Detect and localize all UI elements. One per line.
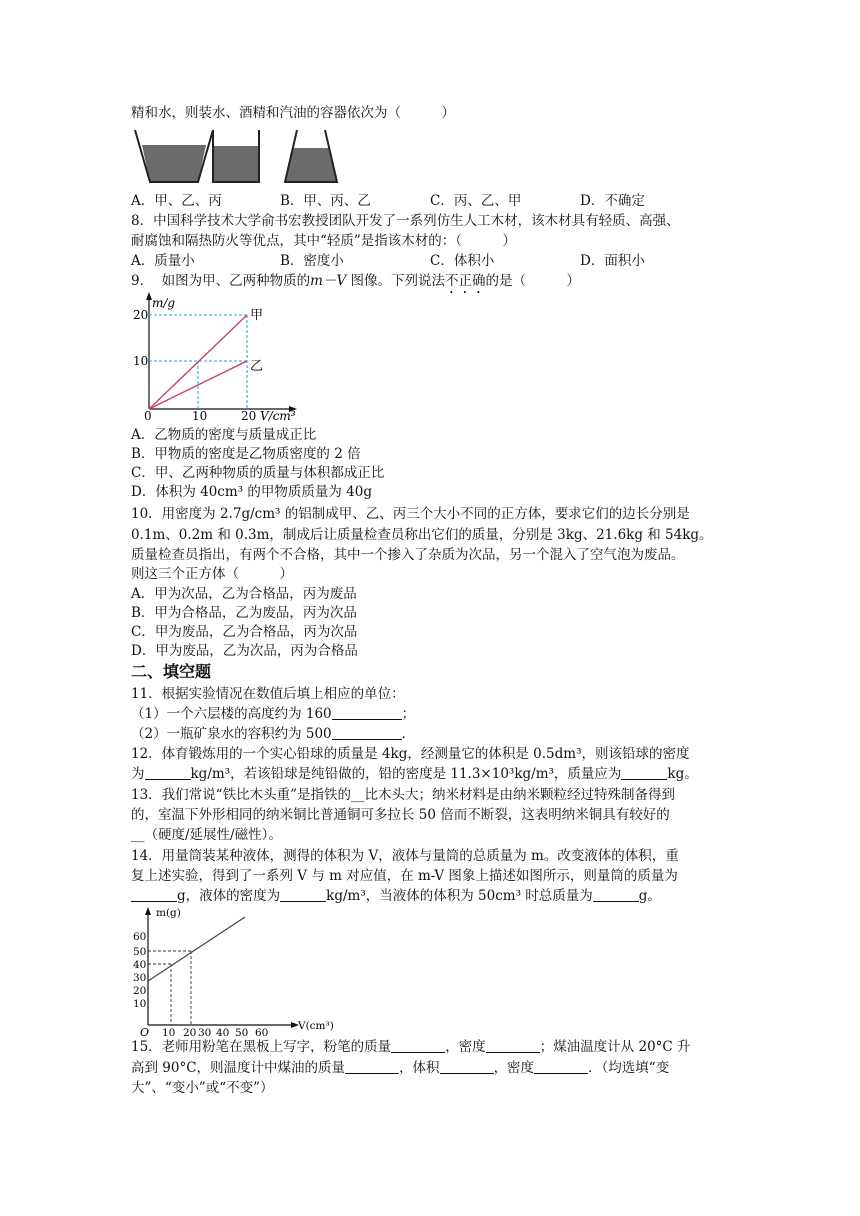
q7-option-c: C．丙、乙、甲 <box>430 193 522 209</box>
q9-label-yi: 乙 <box>250 359 264 374</box>
q13-line2: 的，室温下外形相同的纳米铜比普通铜可多拉长 50 倍而不断裂，这表明纳米铜具有较好的 <box>131 807 670 823</box>
blank <box>332 725 402 740</box>
q14-xtick-30: 30 <box>198 1027 212 1037</box>
q10-option-a: A．甲为次品，乙为合格品，丙为废品 <box>131 586 357 602</box>
q7-option-d: D．不确定 <box>580 193 645 209</box>
q9-origin: 0 <box>144 409 152 422</box>
blank <box>131 887 177 902</box>
q14-xtick-10: 10 <box>162 1027 176 1037</box>
q14-ytick-40: 40 <box>133 959 147 971</box>
q14-line2: 复上述实验，得到了一系列 V 与 m 对应值，在 m-V 图象上描述如图所示，则量筒的质量为 <box>131 868 678 884</box>
blank <box>534 1059 588 1074</box>
q12-line1: 12．体育锻炼用的一个实心铅球的质量是 4kg，经测量它的体积是 0.5dm³，则该铅球的密度 <box>131 746 690 762</box>
q15-line3: 大”、“变小”或“不变”） <box>131 1080 274 1096</box>
q14-xtick-50: 50 <box>235 1027 249 1037</box>
q11-sub1: （1）一个六层楼的高度约为 160 ； <box>131 706 416 722</box>
q14-xtick-20: 20 <box>183 1027 197 1037</box>
q14-ylabel: m(g) <box>156 907 181 919</box>
q7-stem: 精和水，则装水、酒精和汽油的容器依次为（ ） <box>131 105 455 121</box>
q14-line1: 14．用量筒装某种液体，测得的体积为 V，液体与量筒的总质量为 m。改变液体的体积，重 <box>131 848 679 864</box>
q13-line1: 13．我们常说“铁比木头重”是指铁的__比木头大；纳米材料是由纳米颗粒经过特殊制备得到 <box>131 787 675 803</box>
q9-mv-graph <box>131 292 311 422</box>
q8-line2: 耐腐蚀和隔热防火等优点，其中“轻质”是指该木材的：（ ） <box>131 233 517 249</box>
q14-ytick-60: 60 <box>133 931 147 943</box>
blank <box>486 1038 540 1053</box>
container-yi <box>213 130 259 182</box>
q14-xtick-40: 40 <box>216 1027 230 1037</box>
q9-line-jia <box>149 315 247 409</box>
q9-xtick-20: 20 <box>241 409 257 422</box>
q14-ytick-50: 50 <box>133 946 147 958</box>
q10-option-b: B．甲为合格品，乙为废品，丙为次品 <box>131 605 357 621</box>
blank <box>345 1059 399 1074</box>
q9-ytick-20: 20 <box>133 308 149 322</box>
blank <box>332 705 402 720</box>
q14-ytick-10: 10 <box>133 998 147 1010</box>
q14-line3: g，液体的密度为 kg/m³，当液体的体积为 50cm³ 时总质量为 g。 <box>131 886 661 906</box>
blank <box>621 765 667 780</box>
q14-mv-graph <box>128 905 348 1037</box>
q8-option-c: C．体积小 <box>430 253 495 269</box>
q15-line1: 15．老师用粉笔在黑板上写字，粉笔的质量 ，密度 ；煤油温度计从 20°C 升 <box>131 1039 691 1055</box>
q8-line1: 8．中国科学技术大学俞书宏教授团队开发了一系列仿生人工木材，该木材具有轻质、高强、 <box>131 213 680 229</box>
q11-sub2: （2）一瓶矿泉水的容积约为 500 ． <box>131 726 416 742</box>
q10-line4: 则这三个正方体（ ） <box>131 566 293 582</box>
container-bing <box>285 130 337 182</box>
q9-stem: 9． 如图为甲、乙两种物质的m－V 图像。下列说法不正确的是（ ） <box>131 273 581 289</box>
q13-line3: __（硬度/延展性/磁性）。 <box>131 827 282 843</box>
q7-option-a: A．甲、乙、丙 <box>131 193 222 209</box>
q15-line2: 高到 90°C，则温度计中煤油的质量 ，体积 ，密度 ．（均选填“变 <box>131 1060 670 1076</box>
q8-option-d: D．面积小 <box>580 253 645 269</box>
q8-option-b: B．密度小 <box>280 253 344 269</box>
q9-xtick-10: 10 <box>192 409 208 422</box>
q9-option-d: D．体积为 40cm³ 的甲物质质量为 40g <box>131 484 372 500</box>
q8-option-a: A．质量小 <box>131 253 195 269</box>
q10-line2: 0.1m、0.2m 和 0.3m，制成后让质量检查员称出它们的质量，分别是 3kg、21.6kg 和 54kg。 <box>131 527 713 543</box>
q14-ytick-30: 30 <box>133 972 147 984</box>
q12-line2: 为 kg/m³，若该铅球是纯铅做的，铅的密度是 11.3×10³kg/m³，质量应为 kg。 <box>131 766 698 782</box>
q14-data-line <box>148 917 245 981</box>
section-title-fill-in: 二、填空题 <box>131 662 212 681</box>
q9-option-a: A．乙物质的密度与质量成正比 <box>131 427 317 443</box>
q7-containers-figure <box>131 128 361 188</box>
q9-ylabel: m/g <box>152 296 176 310</box>
container-jia <box>135 130 213 182</box>
q10-option-d: D．甲为废品，乙为次品，丙为合格品 <box>131 643 358 659</box>
q14-guides <box>148 951 191 1025</box>
blank <box>280 887 326 902</box>
blank <box>593 887 639 902</box>
q14-ytick-20: 20 <box>133 985 147 997</box>
blank <box>391 1038 445 1053</box>
q10-line1: 10．用密度为 2.7g/cm³ 的铝制成甲、乙、丙三个大小不同的正方体，要求它们的边长分别是 <box>131 506 690 522</box>
q9-xlabel: V/cm³ <box>260 409 296 422</box>
q14-origin: O <box>140 1026 150 1037</box>
blank <box>440 1059 494 1074</box>
q9-option-c: C．甲、乙两种物质的质量与体积都成正比 <box>131 465 385 481</box>
q14-xtick-60: 60 <box>255 1027 269 1037</box>
q7-option-b: B．甲、丙、乙 <box>280 193 371 209</box>
q9-label-jia: 甲 <box>250 308 264 323</box>
q10-line3: 质量检查员指出，有两个不合格，其中一个掺入了杂质为次品，另一个混入了空气泡为废品。 <box>131 547 685 563</box>
q9-ytick-10: 10 <box>133 354 149 368</box>
q11-line1: 11．根据实验情况在数值后填上相应的单位： <box>131 686 405 702</box>
q9-option-b: B．甲物质的密度是乙物质密度的 2 倍 <box>131 446 361 462</box>
q10-option-c: C．甲为废品，乙为合格品，丙为次品 <box>131 624 358 640</box>
blank <box>145 765 191 780</box>
q14-xlabel: V(cm³) <box>298 1020 334 1032</box>
